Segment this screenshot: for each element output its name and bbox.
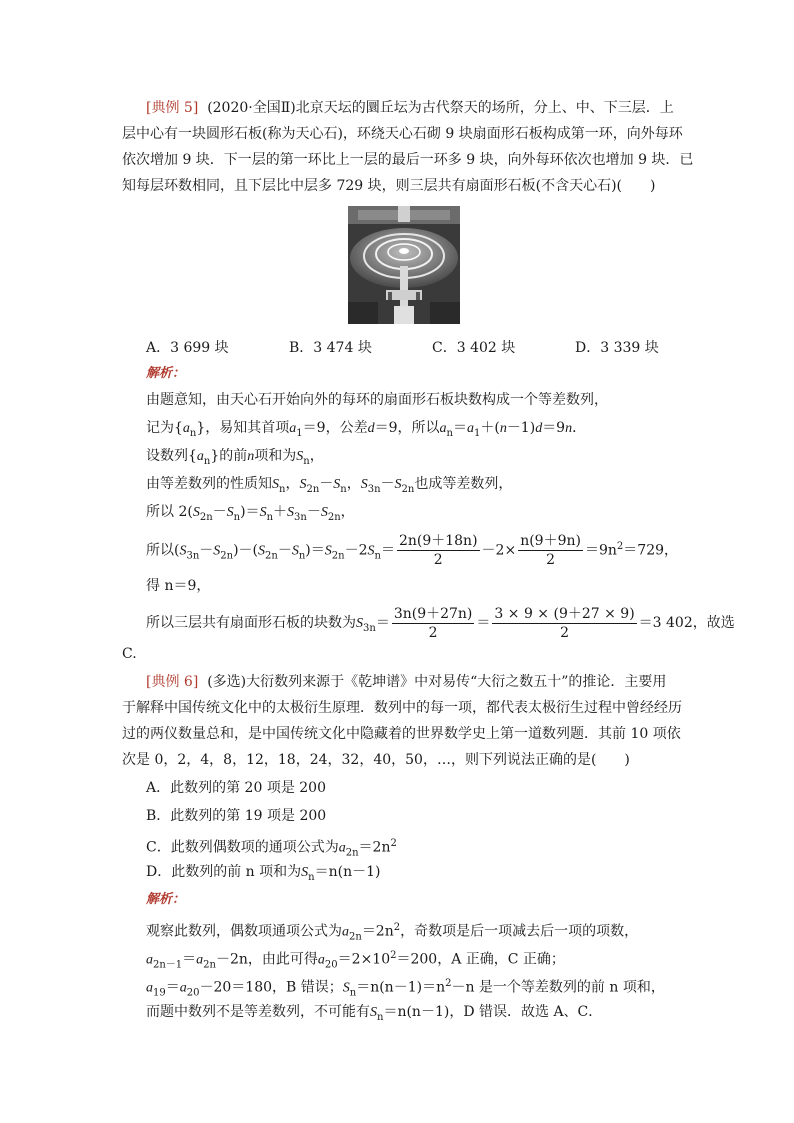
solution-6-heading: 解析：: [146, 892, 186, 907]
example-5-line-2: 层中心有一块圆形石板(称为天心石)，环绕天心石砌 9 块扇面形石板构成第一环，向外每环: [122, 126, 683, 142]
example-5-tag: [典例 5]: [146, 100, 199, 116]
solution-5-line-6: 所以$(S_{3n}-S_{2n})-(S_{2n}-S_n)=S_{2n}-2S_n=$ $\frac{2n(9+18n)}{2}$ －2× $\frac{n(9+9n)}{2}$ $=9n^2=729$，: [146, 533, 679, 569]
solution-5-line-1: 由题意知，由天心石开始向外的每环的扇面形石板块数构成一个等差数列，: [146, 392, 608, 408]
fraction: $\frac{3n(9+27n)}{2}$: [393, 605, 473, 641]
solution-6-line-4: 而题中数列不是等差数列，不可能有$S_n=n(n-1)$，D 错误．故选 A、C．: [146, 1004, 603, 1023]
example-6-line-2: 于解释中国传统文化中的太极衍生原理．数列中的每一项，都代表太极衍生过程中曾经经历: [122, 700, 682, 716]
solution-5-line-7: 得 n＝9，: [146, 578, 211, 594]
solution-5-line-2: 记为$\{a_n\}$，易知其首项$a_1=9$，公差d＝9，所以$a_n=a_1+(n-1)d=9n$．: [146, 420, 587, 439]
option-b: B．此数列的第 19 项是 200: [146, 808, 327, 824]
example-5-line-3: 依次增加 9 块．下一层的第一环比上一层的最后一环多 9 块，向外每环依次也增加 9 块．已: [122, 152, 694, 168]
option-a: A．此数列的第 20 项是 200: [146, 780, 326, 796]
solution-6-line-1: 观察此数列，偶数项通项公式为$a_{2n}=2n^2$，奇数项是后一项减去后一项的项数，: [146, 922, 639, 943]
example-6-line-3: 过的两仪数量总和，是中国传统文化中隐藏着的世界数学史上第一道数列题．其前 10 项依: [122, 726, 681, 742]
choice-b: B．3 474 块: [289, 340, 372, 356]
example-6-line-1: [典例 6] (多选)大衍数列来源于《乾坤谱》中对易传“大衍之数五十”的推论．主要用: [146, 674, 667, 690]
solution-5-line-4: 由等差数列的性质知$S_n$，$S_{2n}-S_n$，$S_{3n}-S_{2n}$也成等差数列，: [146, 476, 513, 495]
example-6-tag: [典例 6]: [146, 674, 199, 690]
solution-6-line-3: $a_{19}=a_{20}-20=180$，B 错误；$S_n=n(n-1)=n^2-n$ 是一个等差数列的前 n 项和，: [146, 978, 665, 999]
option-c: C．此数列偶数项的通项公式为$a_{2n}=2n^2$: [146, 838, 397, 859]
example-5-line-4: 知每层环数相同，且下层比中层多 729 块，则三层共有扇面形石板(不含天心石)( ): [122, 178, 656, 194]
choice-d: D．3 339 块: [575, 340, 659, 356]
fraction: $\frac{3 \times 9 \times (9+27 \times 9)}{2}$: [494, 605, 635, 641]
solution-5-line-9: C.: [122, 646, 137, 662]
example-5-line-1: [典例 5] (2020·全国Ⅱ)北京天坛的圜丘坛为古代祭天的场所，分上、中、下三层．上: [146, 100, 674, 116]
fraction: $\frac{2n(9+18n)}{2}$: [398, 533, 478, 569]
fraction: $\frac{n(9+9n)}{2}$: [520, 533, 581, 569]
choice-c: C．3 402 块: [432, 340, 516, 356]
choice-a: A．3 699 块: [146, 340, 229, 356]
solution-6-line-2: $a_{2n-1}=a_{2n}-2n$，由此可得$a_{20}=2\times 10^2=200$，A 正确，C 正确；: [146, 950, 565, 971]
option-d: D．此数列的前 n 项和为$S_n=n(n-1)$: [146, 864, 381, 883]
solution-5-heading: 解析：: [146, 366, 186, 381]
solution-5-line-5: 所以 $2(S_{2n}-S_n)=S_n+S_{3n}-S_{2n}$，: [146, 504, 355, 523]
altar-photo: [348, 206, 460, 324]
solution-5-line-3: 设数列$\{a_n\}$的前n项和为$S_n$，: [146, 448, 324, 467]
example-6-line-4: 次是 0，2，4，8，12，18，24，32，40，50，…，则下列说法正确的是( ): [122, 752, 630, 768]
solution-5-line-8: 所以三层共有扇面形石板的块数为$S_{3n}=$ $\frac{3n(9+27n)}{2}$ ＝ $\frac{3 \times 9 \times (9+27 \times 9)}{2}$ ＝3 402，故选: [146, 605, 735, 641]
